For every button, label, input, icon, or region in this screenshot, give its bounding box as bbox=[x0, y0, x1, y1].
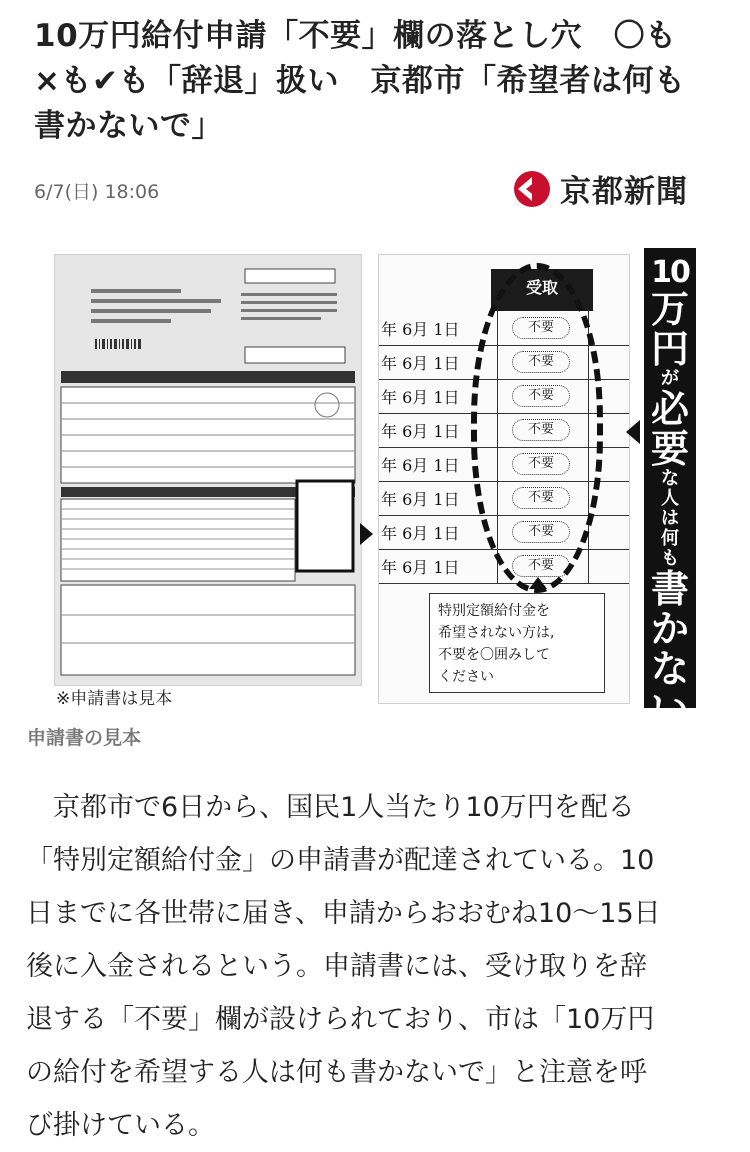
not-needed-pill: 不要 bbox=[512, 487, 570, 509]
form-sketch-icon bbox=[55, 255, 361, 685]
kyoto-shimbun-logo-icon bbox=[512, 169, 552, 209]
headline-line-3: 書かないで」 bbox=[34, 108, 223, 144]
body-line: び掛けている。 bbox=[26, 1110, 215, 1141]
banner-amount: 10 bbox=[651, 255, 689, 290]
zoom-row-date: 年 6月 1日 bbox=[381, 558, 460, 577]
body-line: 退する「不要」欄が設けられており、市は「10万円 bbox=[26, 1004, 655, 1035]
banner-char: か bbox=[650, 607, 689, 651]
not-needed-pill: 不要 bbox=[512, 555, 570, 577]
application-form-image bbox=[54, 254, 362, 686]
body-line: 京都市で6日から、国民1人当たり10万円を配る bbox=[26, 792, 635, 823]
not-needed-pill: 不要 bbox=[512, 385, 570, 407]
zoom-row-date: 年 6月 1日 bbox=[381, 320, 460, 339]
banner-char: 何 bbox=[661, 528, 679, 549]
body-line: 日までに各世帯に届き、申請からおおむね10〜15日 bbox=[26, 898, 661, 929]
banner-char: 必 bbox=[650, 387, 689, 431]
receipt-column-header: 受取 bbox=[491, 269, 593, 311]
headline-line-1: 10万円給付申請「不要」欄の落とし穴 〇も bbox=[34, 18, 677, 54]
form-sample-caption: ※申請書は見本 bbox=[56, 689, 173, 709]
banner-char: な bbox=[650, 647, 689, 691]
note-line: 希望されない方は, bbox=[438, 625, 555, 641]
banner-char: 円 bbox=[650, 327, 689, 371]
body-line: 「特別定額給付金」の申請書が配達されている。10 bbox=[26, 845, 655, 876]
article-headline bbox=[34, 14, 724, 149]
body-line: 後に入金されるという。申請書には、受け取りを辞 bbox=[26, 951, 647, 982]
body-line: の給付を希望する人は何も書かないで」と注意を呼 bbox=[26, 1057, 647, 1088]
zoom-row-date: 年 6月 1日 bbox=[381, 490, 460, 509]
note-line: ください bbox=[438, 669, 494, 685]
not-needed-pill: 不要 bbox=[512, 317, 570, 339]
banner-char: 要 bbox=[650, 427, 689, 471]
banner-char: い bbox=[650, 687, 689, 731]
banner-char: も bbox=[661, 548, 679, 569]
source-logo[interactable] bbox=[512, 166, 688, 211]
banner-char: 書 bbox=[650, 567, 689, 611]
banner-char: な bbox=[661, 468, 679, 489]
banner-char: 万 bbox=[650, 287, 689, 331]
dashed-highlight-oval bbox=[471, 263, 603, 593]
publish-date: 6/7(日) 18:06 bbox=[34, 181, 160, 203]
zoom-row-date: 年 6月 1日 bbox=[381, 388, 460, 407]
not-needed-pill: 不要 bbox=[512, 453, 570, 475]
source-name: 京都新聞 bbox=[560, 174, 688, 210]
banner-char: 人 bbox=[661, 488, 679, 509]
zoomed-receipt-column bbox=[378, 254, 630, 704]
up-arrow-icon bbox=[529, 577, 547, 589]
not-needed-pill: 不要 bbox=[512, 351, 570, 373]
zoom-row-date: 年 6月 1日 bbox=[381, 354, 460, 373]
photo-caption: 申請書の見本 bbox=[27, 727, 142, 749]
pointer-arrow-icon bbox=[360, 523, 373, 545]
zoom-row-date: 年 6月 1日 bbox=[381, 422, 460, 441]
zoom-row-date: 年 6月 1日 bbox=[381, 456, 460, 475]
headline-line-2: ×も✔も「辞退」扱い 京都市「希望者は何も bbox=[34, 63, 686, 99]
banner-char: が bbox=[661, 368, 679, 389]
not-needed-pill: 不要 bbox=[512, 419, 570, 441]
not-needed-pill: 不要 bbox=[512, 521, 570, 543]
banner-char: は bbox=[661, 508, 679, 529]
note-line: 不要を〇囲みして bbox=[438, 647, 550, 663]
callout-banner bbox=[644, 248, 696, 731]
form-instruction-note bbox=[429, 593, 605, 693]
zoom-row-date: 年 6月 1日 bbox=[381, 524, 460, 543]
note-line: 特別定額給付金を bbox=[438, 603, 550, 619]
article-figure[interactable] bbox=[54, 248, 696, 731]
article-body bbox=[26, 781, 726, 1152]
pointer-left-arrow-icon bbox=[626, 420, 640, 444]
